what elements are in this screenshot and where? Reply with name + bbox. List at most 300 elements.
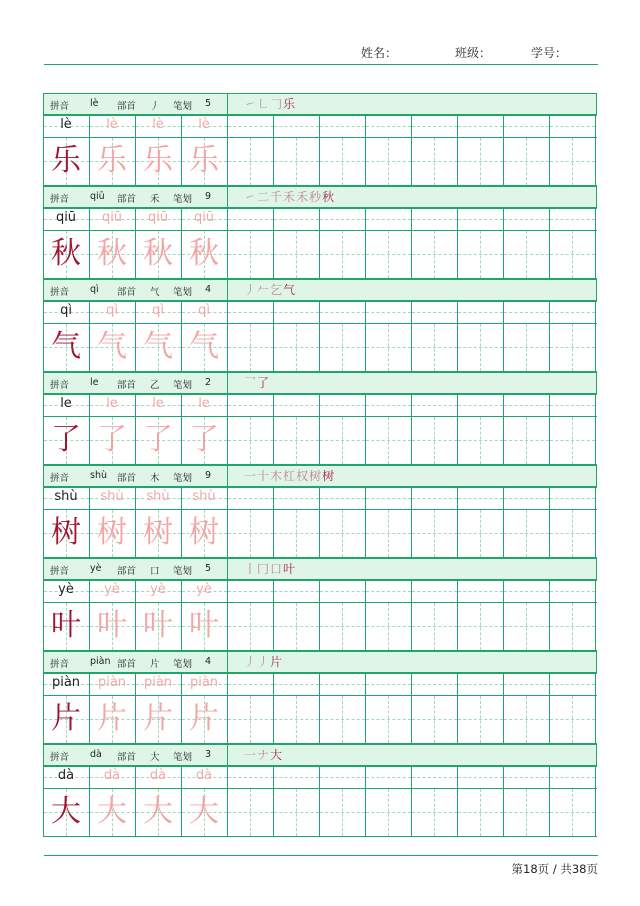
stroke-step: 乐 [283, 97, 297, 111]
guide-line [366, 777, 411, 778]
guide-line [550, 498, 595, 499]
guide-line [504, 405, 549, 406]
character-model: 大 [51, 794, 81, 829]
guide-line [320, 498, 365, 499]
guide-line [366, 219, 411, 220]
character-info-bar [43, 651, 597, 673]
pinyin-trace: lè [106, 117, 118, 132]
guide-line [550, 405, 595, 406]
guide-line [274, 219, 319, 220]
character-trace: 气 [143, 329, 173, 364]
character-trace: 叶 [97, 608, 127, 643]
guide-line [572, 231, 573, 278]
pinyin-model: qì [60, 303, 72, 318]
pinyin-label: 拼音 [50, 752, 70, 763]
stroke-step: 冂 [257, 562, 271, 576]
guide-line [572, 510, 573, 557]
guide-line [228, 684, 273, 685]
guide-line [480, 789, 481, 836]
grid-line [595, 115, 596, 186]
guide-line [412, 498, 457, 499]
guide-line [388, 231, 389, 278]
character-block [43, 558, 597, 651]
radical-label: 部首 [117, 752, 137, 763]
grid-line [43, 788, 597, 789]
pinyin-trace: lè [152, 117, 164, 132]
guide-line [342, 138, 343, 185]
guide-line [458, 405, 503, 406]
grid-line [595, 394, 596, 465]
stroke-step: 乞 [270, 283, 284, 297]
guide-line [228, 405, 273, 406]
info-divider [227, 745, 228, 767]
radical-label: 部首 [117, 287, 137, 298]
character-info-bar [43, 93, 597, 115]
grid-line [43, 766, 597, 767]
guide-line [388, 603, 389, 650]
guide-line [296, 696, 297, 743]
stroke-step: 千 [270, 190, 284, 204]
radical-label: 部首 [117, 380, 137, 391]
guide-line [296, 510, 297, 557]
pinyin-trace: qiū [101, 210, 123, 225]
info-divider [227, 559, 228, 581]
pinyin-value: qì [90, 284, 99, 295]
pinyin-label: 拼音 [50, 194, 70, 205]
guide-line [250, 789, 251, 836]
guide-line [434, 789, 435, 836]
info-divider [227, 94, 228, 116]
stroke-step: 一 [244, 748, 258, 762]
strokes-label: 笔划 [173, 566, 193, 577]
guide-line [250, 696, 251, 743]
pinyin-trace: dà [103, 768, 121, 783]
guide-line [320, 591, 365, 592]
character-trace: 了 [97, 422, 127, 457]
guide-line [526, 696, 527, 743]
guide-line [458, 219, 503, 220]
student-id-label: 学号： [531, 46, 568, 60]
guide-line [458, 684, 503, 685]
stroke-step: 树 [309, 469, 323, 483]
pinyin-trace: shù [100, 489, 124, 504]
guide-line [504, 684, 549, 685]
character-model: 了 [51, 422, 81, 457]
grid-line [43, 602, 597, 603]
page-number: 第18页 / 共38页 [511, 862, 598, 876]
character-trace: 树 [97, 515, 127, 550]
strokes-value: 9 [205, 191, 212, 202]
character-model: 叶 [51, 608, 81, 643]
character-trace: 叶 [143, 608, 173, 643]
guide-line [342, 696, 343, 743]
stroke-step: 权 [296, 469, 310, 483]
stroke-step: ㇀ [244, 97, 258, 111]
stroke-step: ㇀ [244, 190, 258, 204]
guide-line [388, 324, 389, 371]
stroke-order [244, 95, 296, 112]
pinyin-label: 拼音 [50, 287, 70, 298]
stroke-step: 二 [257, 190, 271, 204]
grid-line [43, 836, 597, 837]
pinyin-trace: shù [192, 489, 216, 504]
grid-line [43, 115, 597, 116]
pinyin-trace: qì [106, 303, 118, 318]
stroke-step: 杠 [283, 469, 297, 483]
guide-line [228, 498, 273, 499]
guide-line [526, 324, 527, 371]
guide-line [504, 219, 549, 220]
guide-line [342, 417, 343, 464]
guide-line [296, 417, 297, 464]
guide-line [274, 591, 319, 592]
stroke-step: 十 [257, 469, 271, 483]
grid-line [43, 580, 597, 581]
stroke-step: 禾 [283, 190, 297, 204]
header-rule [44, 64, 598, 65]
character-trace: 了 [189, 422, 219, 457]
character-trace: 乐 [97, 143, 127, 178]
character-trace: 片 [189, 701, 219, 736]
pinyin-trace: piàn [143, 675, 173, 690]
stroke-step: 口 [270, 562, 284, 576]
pinyin-trace: qì [152, 303, 164, 318]
strokes-label: 笔划 [173, 752, 193, 763]
strokes-label: 笔划 [173, 473, 193, 484]
character-trace: 乐 [189, 143, 219, 178]
pinyin-trace: piàn [189, 675, 219, 690]
pinyin-value: shù [90, 470, 107, 481]
name-label: 姓名： [361, 46, 398, 60]
stroke-order [244, 560, 296, 577]
guide-line [366, 684, 411, 685]
pinyin-value: piàn [90, 656, 111, 667]
stroke-order [244, 653, 283, 670]
character-trace: 气 [97, 329, 127, 364]
guide-line [228, 591, 273, 592]
stroke-step: ㇗ [257, 97, 271, 111]
character-trace: 秋 [97, 236, 127, 271]
guide-line [342, 510, 343, 557]
character-info-bar [43, 465, 597, 487]
grid-line [43, 394, 597, 395]
guide-line [480, 231, 481, 278]
grid-line [43, 416, 597, 417]
grid-line [595, 580, 596, 651]
stroke-step: 乛 [244, 376, 258, 390]
grid-line [595, 208, 596, 279]
strokes-value: 4 [205, 284, 212, 295]
grid-line [43, 673, 597, 674]
character-trace: 叶 [189, 608, 219, 643]
grid-line [595, 766, 596, 837]
character-block [43, 93, 597, 186]
stroke-step: 丿 [244, 283, 258, 297]
guide-line [458, 591, 503, 592]
pinyin-trace: yè [196, 582, 212, 597]
guide-line [480, 138, 481, 185]
pinyin-model: dà [57, 768, 75, 783]
pinyin-label: 拼音 [50, 659, 70, 670]
stroke-order [244, 281, 296, 298]
guide-line [274, 126, 319, 127]
guide-line [274, 684, 319, 685]
pinyin-value: lè [90, 98, 99, 109]
guide-line [250, 510, 251, 557]
character-info-bar [43, 279, 597, 301]
guide-line [572, 324, 573, 371]
page-header [0, 44, 640, 62]
pinyin-trace: yè [104, 582, 120, 597]
guide-line [572, 417, 573, 464]
strokes-label: 笔划 [173, 380, 193, 391]
pinyin-trace: qiū [193, 210, 215, 225]
guide-line [504, 312, 549, 313]
guide-line [296, 603, 297, 650]
guide-line [572, 603, 573, 650]
guide-line [572, 138, 573, 185]
guide-line [526, 231, 527, 278]
pinyin-trace: qì [198, 303, 210, 318]
guide-line [228, 126, 273, 127]
guide-line [458, 777, 503, 778]
guide-line [320, 219, 365, 220]
guide-line [434, 510, 435, 557]
guide-line [550, 312, 595, 313]
radical-value: 片 [150, 659, 160, 670]
guide-line [550, 591, 595, 592]
strokes-label: 笔划 [173, 659, 193, 670]
stroke-step: 丿 [257, 655, 271, 669]
guide-line [274, 777, 319, 778]
pinyin-trace: qiū [147, 210, 169, 225]
stroke-order [244, 746, 283, 763]
guide-line [412, 591, 457, 592]
pinyin-model: qiū [55, 210, 77, 225]
character-trace: 片 [97, 701, 127, 736]
grid-line [595, 673, 596, 744]
stroke-step: 丿 [244, 655, 258, 669]
character-trace: 大 [189, 794, 219, 829]
guide-line [228, 312, 273, 313]
guide-line [250, 231, 251, 278]
guide-line [342, 789, 343, 836]
radical-value: 禾 [150, 194, 160, 205]
pinyin-model: piàn [51, 675, 81, 690]
guide-line [412, 312, 457, 313]
guide-line [434, 603, 435, 650]
stroke-step: 树 [322, 469, 336, 483]
pinyin-model: shù [54, 489, 78, 504]
character-info-bar [43, 186, 597, 208]
stroke-order [244, 374, 270, 391]
character-trace: 秋 [143, 236, 173, 271]
radical-value: 乙 [150, 380, 160, 391]
guide-line [526, 417, 527, 464]
guide-line [296, 789, 297, 836]
grid-line [43, 301, 597, 302]
guide-line [388, 510, 389, 557]
guide-line [550, 219, 595, 220]
radical-value: 大 [150, 752, 160, 763]
pinyin-value: yè [90, 563, 102, 574]
pinyin-value: le [90, 377, 99, 388]
pinyin-model: lè [60, 117, 72, 132]
character-model: 气 [51, 329, 81, 364]
pinyin-trace: shù [146, 489, 170, 504]
radical-label: 部首 [117, 194, 137, 205]
character-model: 乐 [51, 143, 81, 178]
character-block [43, 744, 597, 837]
guide-line [388, 417, 389, 464]
grid-line [43, 487, 597, 488]
guide-line [250, 417, 251, 464]
guide-line [526, 138, 527, 185]
grid-line [595, 487, 596, 558]
info-divider [227, 466, 228, 488]
guide-line [526, 789, 527, 836]
stroke-step: 木 [270, 469, 284, 483]
guide-line [366, 591, 411, 592]
info-divider [227, 373, 228, 395]
stroke-step: 𠂉 [257, 283, 271, 297]
guide-line [388, 789, 389, 836]
footer-rule [44, 855, 598, 856]
guide-line [228, 777, 273, 778]
stroke-step: 丨 [244, 562, 258, 576]
grid-line [595, 301, 596, 372]
guide-line [296, 138, 297, 185]
practice-sheet [43, 93, 597, 837]
guide-line [274, 405, 319, 406]
character-block [43, 465, 597, 558]
guide-line [412, 219, 457, 220]
stroke-order [244, 467, 335, 484]
character-info-bar [43, 744, 597, 766]
guide-line [480, 696, 481, 743]
radical-label: 部首 [117, 473, 137, 484]
grid-line [43, 137, 597, 138]
guide-line [458, 312, 503, 313]
strokes-value: 4 [205, 656, 212, 667]
guide-line [526, 510, 527, 557]
stroke-step: 禾 [296, 190, 310, 204]
guide-line [572, 696, 573, 743]
guide-line [366, 126, 411, 127]
pinyin-trace: dà [149, 768, 167, 783]
grid-line [43, 509, 597, 510]
guide-line [480, 603, 481, 650]
strokes-value: 2 [205, 377, 212, 388]
guide-line [320, 684, 365, 685]
pinyin-trace: le [198, 396, 210, 411]
strokes-label: 笔划 [173, 194, 193, 205]
pinyin-trace: yè [150, 582, 166, 597]
guide-line [366, 498, 411, 499]
radical-value: 口 [150, 566, 160, 577]
radical-value: 气 [150, 287, 160, 298]
guide-line [412, 684, 457, 685]
character-block [43, 279, 597, 372]
character-info-bar [43, 558, 597, 580]
guide-line [250, 324, 251, 371]
grid-line [43, 323, 597, 324]
grid-line [43, 230, 597, 231]
guide-line [480, 417, 481, 464]
info-divider [227, 187, 228, 209]
stroke-step: 大 [270, 748, 284, 762]
guide-line [342, 603, 343, 650]
pinyin-trace: piàn [97, 675, 127, 690]
stroke-step: 秋 [322, 190, 336, 204]
guide-line [412, 126, 457, 127]
guide-line [250, 138, 251, 185]
guide-line [388, 696, 389, 743]
character-trace: 乐 [143, 143, 173, 178]
guide-line [342, 324, 343, 371]
pinyin-model: le [60, 396, 72, 411]
pinyin-label: 拼音 [50, 566, 70, 577]
pinyin-label: 拼音 [50, 101, 70, 112]
character-block [43, 372, 597, 465]
guide-line [320, 312, 365, 313]
guide-line [320, 405, 365, 406]
radical-label: 部首 [117, 566, 137, 577]
character-trace: 片 [143, 701, 173, 736]
guide-line [550, 126, 595, 127]
pinyin-value: dà [90, 749, 102, 760]
stroke-step: 𠃌 [270, 97, 284, 111]
pinyin-label: 拼音 [50, 380, 70, 391]
guide-line [296, 324, 297, 371]
pinyin-trace: le [106, 396, 118, 411]
guide-line [296, 231, 297, 278]
guide-line [572, 789, 573, 836]
radical-value: 丿 [150, 101, 160, 112]
guide-line [526, 603, 527, 650]
stroke-step: 了 [257, 376, 271, 390]
character-model: 秋 [51, 236, 81, 271]
pinyin-trace: le [152, 396, 164, 411]
stroke-order [244, 188, 335, 205]
guide-line [504, 498, 549, 499]
pinyin-trace: dà [195, 768, 213, 783]
guide-line [504, 126, 549, 127]
strokes-value: 5 [205, 563, 212, 574]
character-trace: 大 [97, 794, 127, 829]
guide-line [412, 777, 457, 778]
strokes-value: 5 [205, 98, 212, 109]
guide-line [434, 324, 435, 371]
pinyin-model: yè [58, 582, 74, 597]
guide-line [504, 591, 549, 592]
guide-line [480, 324, 481, 371]
strokes-label: 笔划 [173, 287, 193, 298]
guide-line [320, 777, 365, 778]
stroke-step: ナ [257, 748, 271, 762]
strokes-label: 笔划 [173, 101, 193, 112]
pinyin-value: qiū [90, 191, 105, 202]
grid-line [43, 208, 597, 209]
guide-line [458, 126, 503, 127]
character-model: 树 [51, 515, 81, 550]
guide-line [458, 498, 503, 499]
guide-line [388, 138, 389, 185]
character-trace: 秋 [189, 236, 219, 271]
info-divider [227, 280, 228, 302]
character-trace: 大 [143, 794, 173, 829]
radical-label: 部首 [117, 659, 137, 670]
